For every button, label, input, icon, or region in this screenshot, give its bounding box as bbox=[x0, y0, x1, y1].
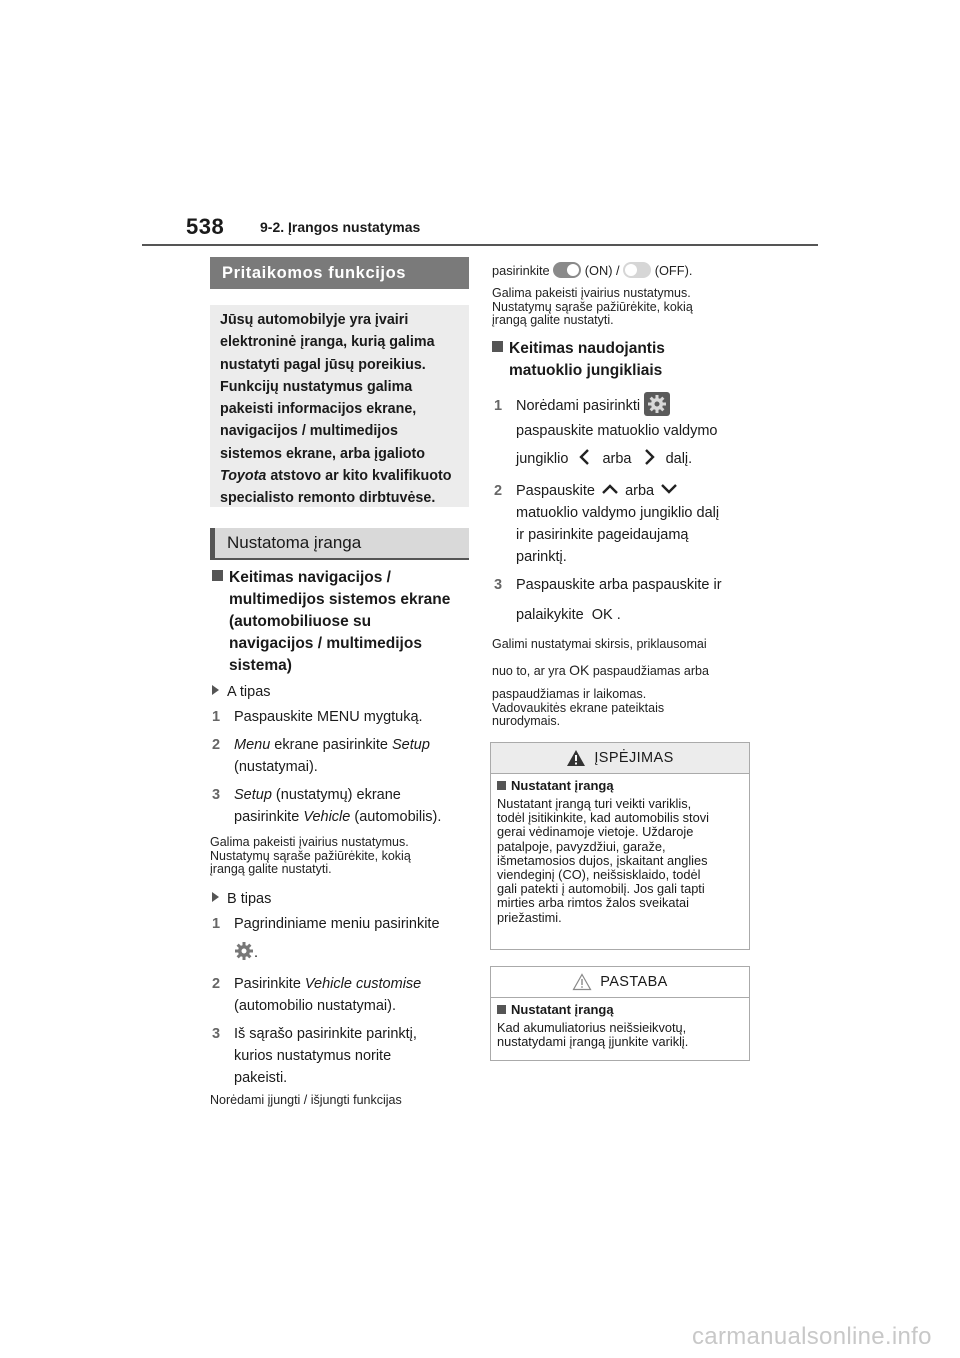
subhead-rule bbox=[210, 558, 469, 560]
type-a: A tipas 1 Paspauskite MENU mygtuką. 2 Menu ekrane pasirinkite Setup (nustatymai). 3 Setup (nustatymų) ekrane pasirinkite Vehicle (automobilis). bbox=[212, 684, 442, 825]
intro-line: navigacijos / multimedijos bbox=[220, 423, 398, 440]
square-bullet-icon bbox=[492, 341, 503, 352]
chevron-up-icon bbox=[601, 483, 619, 495]
chevron-down-icon bbox=[660, 483, 678, 495]
intro-line: pakeisti informacijos ekrane, bbox=[220, 401, 417, 418]
triangle-bullet-icon bbox=[212, 892, 219, 902]
note-a: Galima pakeisti įvairius nustatymus. Nustatymų sąraše pažiūrėkite, kokią įrangą galite nustatyti. bbox=[210, 835, 411, 876]
heading-navigation: Keitimas navigacijos / multimedijos sistemos ekrane (automobiliuose su navigacijos / multimedijos sistema) bbox=[212, 567, 472, 677]
notice-header: PASTABA bbox=[491, 967, 749, 998]
square-bullet-icon bbox=[212, 570, 223, 581]
notice-box: PASTABA Nustatant įrangą Kad akumuliatorius neišsieikvotų, nustatydami įrangą įjunkite variklį. bbox=[490, 966, 750, 1061]
warning-icon bbox=[566, 749, 586, 767]
heading-meter: Keitimas naudojantis matuoklio jungikliais bbox=[492, 338, 752, 382]
watermark: carmanualsonline.info bbox=[692, 1323, 932, 1350]
toyota-italic: Toyota bbox=[220, 468, 267, 485]
note-2: Galimi nustatymai skirsis, priklausomai nuo to, ar yra OK paspaudžiamas arba paspaudžiamas ir laikomas. Vadovaukitės ekrane pateiktais nurodymais. bbox=[492, 637, 709, 728]
intro-box bbox=[210, 305, 469, 507]
intro-line: sistemos ekrane, arba įgalioto bbox=[220, 445, 426, 462]
chevron-right-icon bbox=[642, 448, 656, 466]
box-title: Pritaikomos funkcijos bbox=[210, 257, 469, 289]
warning-header: ĮSPĖJIMAS bbox=[491, 743, 749, 774]
header-rule bbox=[142, 244, 818, 246]
note-1: Galima pakeisti įvairius nustatymus. Nustatymų sąraše pažiūrėkite, kokią įrangą galite nustatyti. bbox=[492, 286, 693, 327]
toggle-on-icon bbox=[553, 262, 581, 278]
triangle-bullet-icon bbox=[212, 685, 219, 695]
notice-icon bbox=[572, 973, 592, 991]
page-number: 538 bbox=[186, 214, 225, 239]
warning-box: ĮSPĖJIMAS Nustatant įrangą Nustatant įrangą turi veikti variklis, todėl įsitikinkite, kad automobilis stovi gerai vėdinamoje vietoje. Uždaroje patalpoje, pavyzdžiui, garaže, išmetamosios dujos, įskaitant anglies viendeginį (CO), neišsisklaido, todėl gali patekti į automobilį. Jos gali tapti mirties arba rimtos žalos sveikatai priežastimi. bbox=[490, 742, 750, 950]
cont-line: pasirinkite (ON) / (OFF). bbox=[492, 263, 693, 278]
meter-steps: 1 Norėdami pasirinkti paspauskite matuoklio valdymo jungiklio arba dalį. 2 Paspauskite arba matuoklio valdymo jungiklio dalį ir pasirinkite pageidaujamą parinktį. 3 Paspauskite arba paspauskite ir palaikykite OK . bbox=[494, 392, 756, 626]
square-bullet-icon bbox=[497, 781, 506, 790]
toggle-off-icon bbox=[623, 262, 651, 278]
ok-label: OK bbox=[569, 661, 590, 678]
intro-line: specialisto remonto dirbtuvėse. bbox=[220, 490, 436, 507]
ok-label: OK bbox=[591, 607, 613, 623]
note-b: Norėdami įjungti / išjungti funkcijas bbox=[210, 1093, 402, 1107]
intro-line: Jūsų automobilyje yra įvairi bbox=[220, 312, 409, 328]
intro-line: elektroninė įranga, kurią galima bbox=[220, 334, 435, 351]
intro-line: nustatyti pagal jūsų poreikius. bbox=[220, 356, 426, 373]
type-b: B tipas 1 Pagrindiniame meniu pasirinkite . 2 Pasirinkite Vehicle customise (automobilio nustatymai). 3 Iš sąrašo pasirinkite parinktį, kurios nustatymus norite pakeisti. bbox=[212, 891, 440, 1086]
square-bullet-icon bbox=[497, 1005, 506, 1014]
intro-line: Toyota atstovo ar kito kvalifikuoto bbox=[220, 468, 452, 485]
gear-icon bbox=[234, 941, 254, 961]
section-title: 9-2. Įrangos nustatymas bbox=[260, 219, 421, 235]
subhead: Nustatoma įranga bbox=[210, 528, 469, 558]
intro-line: Funkcijų nustatymus galima bbox=[220, 378, 413, 395]
gear-icon bbox=[644, 392, 670, 416]
chevron-left-icon bbox=[578, 448, 592, 466]
